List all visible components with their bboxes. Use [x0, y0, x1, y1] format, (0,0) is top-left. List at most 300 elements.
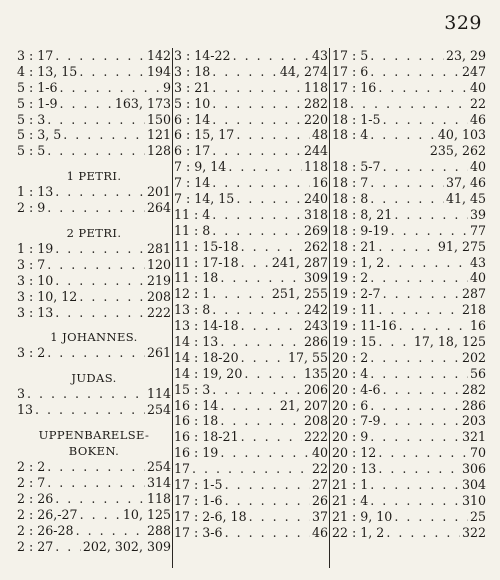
index-entry	[332, 239, 486, 255]
page-reference: 287	[461, 286, 486, 302]
index-entry	[332, 382, 486, 398]
verse-reference: 22 : 1, 2	[332, 524, 385, 540]
index-entry	[332, 175, 486, 191]
dot-leader	[225, 525, 310, 541]
verse-reference: 19 : 2-7	[332, 286, 381, 302]
book-heading: 2 PETRI.	[66, 226, 122, 241]
verse-reference: 21 : 1	[332, 477, 369, 493]
page-reference: 91, 275	[437, 238, 486, 254]
page-reference: 247	[461, 63, 486, 79]
verse-reference: 3 : 21	[174, 79, 211, 95]
index-entry	[17, 386, 171, 402]
dot-leader	[241, 239, 302, 255]
page-reference: 77	[469, 222, 486, 238]
dot-leader	[378, 302, 460, 318]
verse-reference: 20 : 7-9	[332, 413, 381, 429]
index-entry	[17, 80, 171, 96]
verse-reference: 2 : 9	[17, 200, 46, 216]
verse-reference: 17 : 1-5	[174, 477, 223, 493]
verse-reference: 16 : 18	[174, 413, 219, 429]
book-heading: BOKEN.	[68, 444, 120, 459]
verse-reference: 11 : 8	[174, 222, 211, 238]
verse-reference: 17	[174, 461, 191, 477]
dot-leader	[383, 286, 460, 302]
page-reference: 46	[311, 524, 328, 540]
index-entry	[332, 509, 486, 525]
verse-reference: 11 : 15-18	[174, 238, 239, 254]
dot-leader	[378, 80, 468, 96]
spacer	[17, 159, 171, 168]
page-reference: 281	[146, 241, 171, 257]
dot-leader	[212, 96, 302, 112]
page-reference: 163, 173	[114, 95, 171, 111]
verse-reference: 3	[17, 386, 26, 402]
index-entry	[174, 239, 328, 255]
dot-leader	[236, 127, 310, 143]
verse-reference: 19 : 1, 2	[332, 254, 385, 270]
index-entry	[17, 305, 171, 321]
page-reference: 114	[146, 386, 171, 402]
dot-leader	[370, 350, 460, 366]
book-heading: UPPENBARELSE-	[38, 428, 150, 443]
dot-leader	[386, 255, 468, 271]
page-reference: 318	[303, 206, 328, 222]
dot-leader	[241, 429, 302, 445]
index-entry	[332, 255, 486, 271]
dot-leader	[370, 493, 460, 509]
page-reference: 282	[461, 381, 486, 397]
page-reference: 304	[461, 477, 486, 493]
page-reference: 40	[469, 159, 486, 175]
index-entry	[332, 302, 486, 318]
index-entry	[174, 334, 328, 350]
index-entry	[17, 64, 171, 80]
index-column-1	[17, 48, 171, 554]
dot-leader	[55, 491, 145, 507]
index-entry	[332, 223, 486, 239]
verse-reference: 7 : 14	[174, 175, 211, 191]
page-reference: 310	[461, 492, 486, 508]
index-entry	[332, 159, 486, 175]
page-reference: 264	[146, 200, 171, 216]
index-entry	[174, 191, 328, 207]
index-entry	[17, 475, 171, 491]
index-entry	[174, 143, 328, 159]
verse-reference: 19 : 15	[332, 334, 377, 350]
page-reference: 220	[303, 111, 328, 127]
index-entry	[174, 255, 328, 271]
verse-reference: 11 : 4	[174, 206, 211, 222]
book-heading: 1 JOHANNES.	[50, 330, 138, 345]
page-reference: 244	[303, 143, 328, 159]
verse-reference: 3 : 18	[174, 63, 211, 79]
verse-reference: 6 : 17	[174, 143, 211, 159]
page-reference: 40, 103	[437, 127, 486, 143]
page-reference: 135	[303, 365, 328, 381]
dot-leader	[394, 207, 468, 223]
index-entry	[174, 223, 328, 239]
page-reference: 269	[303, 222, 328, 238]
index-entry	[17, 345, 171, 361]
index-entry	[17, 184, 171, 200]
page-reference: 27	[311, 477, 328, 493]
index-entry	[174, 64, 328, 80]
dot-leader	[370, 477, 460, 493]
verse-reference: 2 : 7	[17, 475, 46, 491]
dot-leader	[378, 445, 468, 461]
page-reference: 241, 287	[271, 254, 328, 270]
verse-reference: 20 : 4	[332, 365, 369, 381]
verse-reference: 14 : 19, 20	[174, 365, 243, 381]
index-entry	[17, 96, 171, 112]
page-reference: 261	[146, 345, 171, 361]
dot-leader	[370, 191, 444, 207]
verse-reference: 11 : 18	[174, 270, 219, 286]
index-entry	[332, 525, 486, 541]
page-reference: 243	[303, 318, 328, 334]
page-reference: 121	[146, 127, 171, 143]
dot-leader	[220, 445, 310, 461]
verse-reference: 18 : 9-19	[332, 222, 389, 238]
dot-leader	[378, 461, 460, 477]
page-reference: 203	[461, 413, 486, 429]
verse-reference: 19 : 11	[332, 302, 377, 318]
page-reference: 314	[146, 475, 171, 491]
page-reference: 201	[146, 184, 171, 200]
page-reference: 23, 29	[445, 48, 486, 63]
dot-leader	[212, 207, 302, 223]
dot-leader	[220, 334, 302, 350]
dot-leader	[55, 48, 145, 64]
spacer	[17, 418, 171, 427]
page-reference: 282	[303, 95, 328, 111]
page-reference: 22	[311, 461, 328, 477]
page-reference: 240	[303, 191, 328, 207]
dot-leader	[47, 112, 145, 128]
verse-reference: 3 : 2	[17, 345, 46, 361]
verse-reference: 17 : 1-6	[174, 492, 223, 508]
verse-reference: 3 : 7	[17, 256, 46, 272]
page-number: 329	[444, 12, 482, 34]
index-entry	[332, 334, 486, 350]
index-entry	[332, 127, 486, 143]
page-reference: 206	[303, 381, 328, 397]
dot-leader	[60, 96, 113, 112]
verse-reference: 3 : 10	[17, 272, 54, 288]
dot-leader	[236, 191, 302, 207]
verse-reference: 2 : 26,-27	[17, 506, 78, 522]
page-reference: 10, 125	[122, 506, 171, 522]
index-entry	[174, 159, 328, 175]
verse-reference: 5 : 3, 5	[17, 127, 62, 143]
dot-leader	[76, 523, 145, 539]
index-entry	[17, 200, 171, 216]
index-entry	[17, 402, 171, 418]
dot-leader	[370, 429, 460, 445]
index-entry	[17, 507, 171, 523]
index-entry	[17, 539, 171, 555]
index-entry	[332, 429, 486, 445]
verse-reference: 13 : 14-18	[174, 318, 239, 334]
verse-reference: 3 : 17	[17, 48, 54, 63]
page-reference: 16	[311, 175, 328, 191]
index-entry	[174, 112, 328, 128]
dot-leader	[370, 48, 444, 64]
index-entry	[174, 127, 328, 143]
dot-leader	[212, 223, 302, 239]
page-reference: 251, 255	[271, 286, 328, 302]
verse-reference: 20 : 12	[332, 445, 377, 461]
page-reference: 262	[303, 238, 328, 254]
dot-leader	[370, 64, 460, 80]
verse-reference: 2 : 27	[17, 538, 54, 554]
page-reference: 321	[461, 429, 486, 445]
page-reference: 70	[469, 445, 486, 461]
verse-reference: 15 : 3	[174, 381, 211, 397]
page-reference: 218	[461, 302, 486, 318]
dot-leader	[241, 350, 286, 366]
verse-reference: 20 : 9	[332, 429, 369, 445]
verse-reference: 17 : 6	[332, 63, 369, 79]
dot-leader	[212, 143, 302, 159]
page-reference: 21, 207	[279, 397, 328, 413]
index-entry	[174, 493, 328, 509]
index-entry	[174, 270, 328, 286]
page-reference: 40	[469, 270, 486, 286]
page-reference: 306	[461, 461, 486, 477]
index-entry	[332, 350, 486, 366]
dot-leader	[212, 175, 310, 191]
dot-leader	[383, 112, 468, 128]
page-reference: 150	[146, 111, 171, 127]
page-reference: 40	[469, 79, 486, 95]
dot-leader	[249, 509, 310, 525]
dot-leader	[55, 241, 145, 257]
dot-leader	[55, 539, 81, 555]
verse-reference: 14 : 13	[174, 334, 219, 350]
index-entry	[332, 461, 486, 477]
dot-leader	[378, 334, 412, 350]
index-entry	[174, 48, 328, 64]
verse-reference: 17 : 5	[332, 48, 369, 63]
index-column-3	[332, 48, 486, 541]
dot-leader	[370, 175, 444, 191]
index-entry	[17, 491, 171, 507]
continuation-line: 235, 262	[429, 143, 486, 159]
page-reference: 48	[311, 127, 328, 143]
spacer	[17, 361, 171, 370]
page-reference: 128	[146, 143, 171, 159]
dot-leader	[370, 398, 460, 414]
index-entry	[174, 413, 328, 429]
index-entry	[17, 127, 171, 143]
index-entry	[174, 461, 328, 477]
page-reference: 41, 45	[445, 191, 486, 207]
dot-leader	[383, 159, 468, 175]
verse-reference: 17 : 3-6	[174, 524, 223, 540]
index-entry	[332, 191, 486, 207]
index-entry	[17, 289, 171, 305]
dot-leader	[386, 525, 460, 541]
dot-leader	[241, 318, 302, 334]
verse-reference: 18 : 21	[332, 238, 377, 254]
page-reference: 286	[303, 334, 328, 350]
dot-leader	[60, 80, 161, 96]
dot-leader	[225, 477, 310, 493]
dot-leader	[212, 286, 270, 302]
dot-leader	[220, 413, 302, 429]
column-divider	[172, 48, 173, 568]
index-column-2	[174, 48, 328, 541]
dot-leader	[47, 345, 145, 361]
page-reference: 9	[162, 79, 171, 95]
page-reference: 222	[303, 429, 328, 445]
dot-leader	[55, 273, 145, 289]
dot-leader	[212, 112, 302, 128]
index-entry	[332, 80, 486, 96]
page-reference: 44, 274	[279, 63, 328, 79]
verse-reference: 18 : 7	[332, 175, 369, 191]
index-entry	[17, 241, 171, 257]
index-entry	[17, 459, 171, 475]
dot-leader	[79, 289, 145, 305]
dot-leader	[47, 459, 145, 475]
index-entry	[174, 366, 328, 382]
verse-reference: 3 : 10, 12	[17, 288, 78, 304]
verse-reference: 19 : 2	[332, 270, 369, 286]
book-heading: 1 PETRI.	[66, 169, 122, 184]
dot-leader	[370, 127, 436, 143]
verse-reference: 18	[332, 95, 349, 111]
verse-reference: 5 : 5	[17, 143, 46, 159]
verse-reference: 21 : 9, 10	[332, 508, 393, 524]
page-reference: 242	[303, 302, 328, 318]
index-entry	[17, 257, 171, 273]
verse-reference: 7 : 14, 15	[174, 191, 235, 207]
dot-leader	[79, 64, 145, 80]
spacer	[17, 216, 171, 225]
dot-leader	[383, 413, 460, 429]
page-reference: 37	[311, 508, 328, 524]
index-entry	[174, 207, 328, 223]
dot-leader	[399, 318, 468, 334]
verse-reference: 14 : 18-20	[174, 349, 239, 365]
dot-leader	[212, 382, 302, 398]
verse-reference: 20 : 13	[332, 461, 377, 477]
index-entry	[174, 382, 328, 398]
dot-leader	[244, 366, 302, 382]
page-reference: 208	[146, 288, 171, 304]
index-entry	[17, 523, 171, 539]
verse-reference: 12 : 1	[174, 286, 211, 302]
page-reference: 286	[461, 397, 486, 413]
index-entry	[332, 112, 486, 128]
verse-reference: 18 : 8	[332, 191, 369, 207]
index-entry	[174, 96, 328, 112]
verse-reference: 18 : 5-7	[332, 159, 381, 175]
index-entry	[174, 175, 328, 191]
verse-reference: 20 : 4-6	[332, 381, 381, 397]
verse-reference: 4 : 13, 15	[17, 63, 78, 79]
dot-leader	[47, 143, 145, 159]
dot-leader	[27, 386, 145, 402]
page-reference: 202, 302, 309	[82, 538, 171, 554]
dot-leader	[378, 239, 436, 255]
page-reference: 120	[146, 256, 171, 272]
page-reference: 254	[146, 459, 171, 475]
index-entry	[332, 445, 486, 461]
dot-leader	[370, 366, 468, 382]
page-reference: 222	[146, 304, 171, 320]
index-entry	[332, 366, 486, 382]
index-entry	[174, 429, 328, 445]
index-entry	[332, 270, 486, 286]
verse-reference: 6 : 15, 17	[174, 127, 235, 143]
index-entry	[332, 318, 486, 334]
index-entry	[332, 96, 486, 112]
page-reference: 39	[469, 206, 486, 222]
verse-reference: 11 : 17-18	[174, 254, 239, 270]
verse-reference: 16 : 18-21	[174, 429, 239, 445]
index-entry	[174, 350, 328, 366]
page-reference: 202	[461, 349, 486, 365]
book-heading: JUDAS.	[71, 371, 117, 386]
page-reference: 208	[303, 413, 328, 429]
verse-reference: 2 : 26-28	[17, 522, 74, 538]
dot-leader	[233, 48, 310, 64]
verse-reference: 1 : 13	[17, 184, 54, 200]
dot-leader	[212, 64, 278, 80]
index-entry	[174, 318, 328, 334]
dot-leader	[47, 257, 145, 273]
dot-leader	[228, 159, 302, 175]
index-entry	[174, 509, 328, 525]
page-reference: 309	[303, 270, 328, 286]
index-entry	[174, 477, 328, 493]
verse-reference: 20 : 2	[332, 349, 369, 365]
verse-reference: 2 : 26	[17, 490, 54, 506]
page-reference: 118	[146, 490, 171, 506]
verse-reference: 5 : 10	[174, 95, 211, 111]
spacer	[17, 320, 171, 329]
dot-leader	[370, 270, 468, 286]
page-reference: 40	[311, 445, 328, 461]
page-reference: 219	[146, 272, 171, 288]
page-reference: 194	[146, 63, 171, 79]
page-reference: 22	[469, 95, 486, 111]
index-entry	[332, 286, 486, 302]
index-entry	[174, 302, 328, 318]
index-entry	[17, 273, 171, 289]
dot-leader	[220, 398, 278, 414]
dot-leader	[80, 507, 121, 523]
page-reference: 56	[469, 365, 486, 381]
verse-reference: 7 : 9, 14	[174, 159, 227, 175]
index-entry	[332, 48, 486, 64]
page-reference: 16	[469, 318, 486, 334]
index-entry	[332, 477, 486, 493]
verse-reference: 18 : 8, 21	[332, 206, 393, 222]
verse-reference: 20 : 6	[332, 397, 369, 413]
dot-leader	[47, 475, 145, 491]
index-entry	[332, 398, 486, 414]
index-entry	[17, 143, 171, 159]
page-reference: 43	[311, 48, 328, 63]
page-reference: 142	[146, 48, 171, 63]
dot-leader	[225, 493, 310, 509]
verse-reference: 16 : 19	[174, 445, 219, 461]
verse-reference: 18 : 4	[332, 127, 369, 143]
